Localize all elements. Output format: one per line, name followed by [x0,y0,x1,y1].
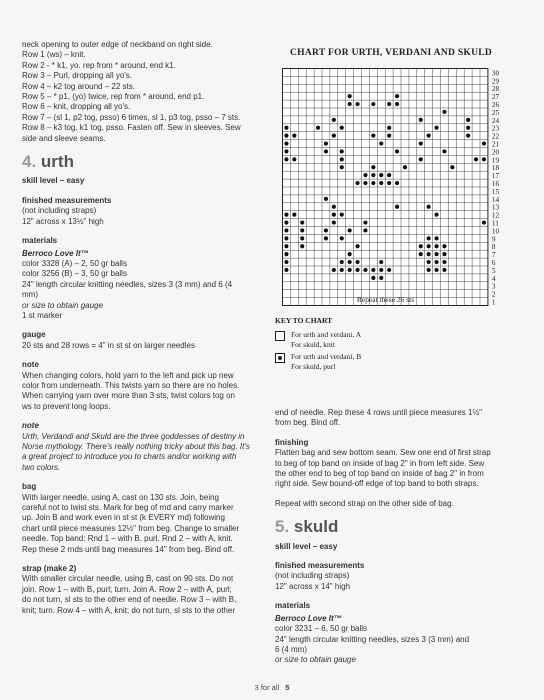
row-number: 9 [491,235,496,244]
row-number: 3 [491,282,496,291]
intro-line: Row 1 (ws) – knit. [22,50,86,60]
subheading: finishing [275,437,309,447]
chart-dot [300,220,304,224]
chart-dot [466,134,470,138]
subheading: materials [275,601,311,611]
chart-dot [324,228,328,232]
yarn-brand: Berroco Love It™ [275,613,342,623]
footer-title: 3 for all [254,683,280,692]
chart-dot [434,260,438,264]
text-line: Flatten bag and sew bottom seam. Sew one end of first strap [275,448,491,458]
intro-instructions [22,40,260,144]
chart-dot [371,173,375,177]
chart-dot [395,205,399,209]
chart-dot [340,213,344,217]
chart-dot [482,157,486,161]
chart-dot [371,268,375,272]
chart-dot [442,244,446,248]
subheading: materials [22,236,58,246]
chart-dot [284,260,288,264]
chart-dot [348,94,352,98]
chart-dot [434,268,438,272]
text-line: With larger needle, using A, cast on 130 sts. Join, being [22,492,220,502]
chart-dot [371,165,375,169]
chart-dot [284,220,288,224]
key-line: For urth and verdani, A [291,330,362,339]
chart-dot [332,205,336,209]
chart-dot [419,252,423,256]
chart-dot [395,149,399,153]
chart-dot [284,157,288,161]
finished-measurements [275,561,507,592]
page-footer [0,683,544,692]
text-line: to beg of top band on inside of bag 2" in from left side. Sew [275,458,485,468]
strap-instructions [22,564,260,616]
row-number: 21 [491,140,500,149]
chart-dot [379,141,383,145]
chart-dot [324,197,328,201]
row-number: 30 [491,69,500,78]
text-line: 24" length circular knitting needles, sizes 3 (3 mm) and 6 (4 [22,279,233,289]
key-title: KEY TO CHART [275,316,333,325]
chart-dot [427,134,431,138]
chart-dot [348,228,352,232]
chart-dot [387,173,391,177]
text-line: do not turn, sl sts to the other end of needle. Row 3 – with B, [22,595,237,605]
chart-dot [348,268,352,272]
intro-line: neck opening to outer edge of neckband on right side. [22,40,213,49]
chart-dot [348,260,352,264]
intro-line: Row 3 – Purl, dropping all yo's. [22,71,133,81]
chart-dot [442,268,446,272]
text-line: With smaller circular needle, using B, cast on 90 sts. Do not [22,574,234,584]
chart-dot [466,118,470,122]
text-line: 20 sts and 28 rows = 4" in st st on larger needles [22,340,195,350]
row-number: 10 [491,227,500,236]
chart-dot [284,252,288,256]
chart-dot [434,126,438,130]
section-title: skuld [293,517,339,537]
chart-dot [482,141,486,145]
chart-dot [363,173,367,177]
subheading: finished measurements [275,561,365,571]
chart-dot [434,244,438,248]
bag-instructions [22,482,260,555]
chart-dot [387,181,391,185]
chart-dot [292,213,296,217]
chart-dot [284,244,288,248]
row-number: 26 [491,101,500,109]
key-line: For skuld, purl [291,361,336,371]
chart-dot [355,260,359,264]
row-number: 7 [491,251,496,260]
chart-dot [363,228,367,232]
materials [22,236,260,321]
text-line: color 3328 (A) – 2, 50 gr balls [22,258,127,268]
text-line: chart until piece measures 12½" from beg. Change to smaller [22,523,240,533]
chart-dot [419,244,423,248]
chart-dot [482,220,486,224]
row-number: 22 [491,132,500,141]
chart-dot [434,213,438,217]
urth-heading [22,152,260,172]
chart-dot [363,268,367,272]
chart-dot [355,181,359,185]
chart-dot [332,118,336,122]
chart-dot [379,173,383,177]
chart-dot [395,102,399,106]
chart-dot [419,141,423,145]
row-number: 20 [491,148,500,157]
row-number: 24 [491,116,500,125]
text-line: color 3231 – 6, 50 gr balls [275,624,368,634]
chart-dot [427,236,431,240]
note [22,360,260,412]
section-number: 4. [22,152,37,172]
text-line: ws to prevent long loops. [22,401,111,411]
row-number: 18 [491,164,500,173]
intro-line: Row 6 – knit, dropping all yo's. [22,102,131,112]
repeat-label: Repeat these 26 sts [356,295,415,304]
row-number: 4 [491,274,496,283]
chart-dot [427,260,431,264]
subheading: bag [22,482,37,492]
text-line: the other end to beg of top band on inside of bag 2" in from [275,469,484,479]
chart-dot [284,268,288,272]
finishing [275,438,507,490]
key-line: For skuld, knit [291,339,335,349]
chart-dot [379,260,383,264]
text-line: knit; turn. Row 4 – with A, knit; do not turn, sl sts to the other [22,605,235,615]
chart-dot [403,165,407,169]
chart-dot [387,134,391,138]
text-line: When carrying yarn over more than 3 sts, twist colors tog on [22,391,235,401]
intro-line: side and sleeve seams. [22,133,106,143]
text-line: right side. Sew bound-off edge of top band to both straps. [275,479,479,489]
chart-dot [355,268,359,272]
text-line: color from underneath. This twists yarn so there are no holes. [22,380,240,390]
chart-dot [284,149,288,153]
chart-dot [284,126,288,130]
chart-dot [284,213,288,217]
row-number: 23 [491,124,500,133]
row-number: 8 [491,243,496,252]
chart-dot [300,244,304,248]
chart-dot [300,236,304,240]
page-number: 5 [285,683,290,692]
chart-dot [442,260,446,264]
chart-dot [427,244,431,248]
skill-level: skill level – easy [22,176,85,186]
chart-dot [434,252,438,256]
section-title: urth [40,152,74,172]
row-number: 27 [491,93,500,102]
row-number: 19 [491,156,500,165]
text-line: Rep these 2 rnds until bag measures 14" from beg. Bind off. [22,544,235,554]
chart-dot [292,157,296,161]
key-line: For urth and verdani, B [291,352,362,361]
row-number: 14 [491,195,500,204]
left-column [22,40,260,625]
chart-dot [284,236,288,240]
chart-title: CHART FOR URTH, VERDANI AND SKULD [290,48,493,58]
subheading: finished measurements [22,195,112,205]
text-line: (not including straps) [275,571,350,581]
chart-dot [442,149,446,153]
chart-dot [355,244,359,248]
right-column-text [275,408,507,675]
chart-dot [284,228,288,232]
chart-dot [340,126,344,130]
chart-dot [427,268,431,272]
materials [275,601,507,665]
chart-dot [292,134,296,138]
chart-dot [371,134,375,138]
chart-dot [371,276,375,280]
text-line: 24" length circular knitting needles, sizes 3 (3 mm) and [275,634,470,644]
row-number: 2 [491,290,496,299]
chart-dot [324,141,328,145]
row-number: 29 [491,77,500,86]
text-line: end of needle. Rep these 4 rows until piece measures 1½" [275,408,482,417]
chart-dot [379,268,383,272]
text-line: needle. Top band: Rnd 1 – with B, purl. Rnd 2 – with A, knit. [22,534,233,544]
chart-dot [466,126,470,130]
text-line: or size to obtain gauge [22,300,103,310]
text-line: Urth, Verdandi and Skuld are the three goddesses of destiny in [22,431,245,441]
row-number: 28 [491,85,500,94]
subheading: note [22,421,39,431]
chart-dot [363,181,367,185]
chart-dot [387,268,391,272]
intro-line: Row 8 – k3 tog, k1 tog, psso. Fasten off. Sew in sleeves. Sew [22,123,241,133]
row-number: 16 [491,180,500,188]
text-line: When changing colors, hold yarn to the left and pick up new [22,370,234,380]
chart-dot [332,220,336,224]
subheading: gauge [22,330,46,340]
chart-dot [474,157,478,161]
row-number: 15 [491,187,500,196]
chart-dot [332,213,336,217]
key-item-empty [275,330,505,349]
chart-dot [284,141,288,145]
chart-dot [316,126,320,130]
intro-line: Row 5 – * p1, (yo) twice, rep from * around, end p1. [22,92,205,102]
section-number: 5. [275,517,290,537]
row-number: 13 [491,203,500,212]
chart-dot [419,118,423,122]
chart-dot [332,134,336,138]
chart-dot [324,149,328,153]
text-line: a great project to introduce you to charts and/or working with [22,452,237,462]
row-number: 11 [491,219,499,228]
chart-dot [434,236,438,240]
chart-key [275,316,505,374]
chart-dot [387,126,391,130]
skuld-heading [275,517,507,537]
chart-dot [340,157,344,161]
subheading: strap (make 2) [22,564,77,574]
chart-dot [340,268,344,272]
text-line: join. Row 1 – with B, purl; turn. Join A. Row 2 – with A, purl; [22,584,232,594]
text-line: 1 st marker [22,310,63,320]
chart-dot [427,205,431,209]
chart-dot [419,157,423,161]
intro-line: Row 7 – (sl 1, p2 tog, psso) 6 times, sl 1, p3 tog, psso – 7 sts. [22,112,241,122]
chart-dot [371,102,375,106]
intro-line: Row 4 – k2 tog around – 22 sts. [22,81,135,91]
chart-dot [395,181,399,185]
chart-dot [348,252,352,256]
chart-dot [300,228,304,232]
chart-dot [442,252,446,256]
row-number: 5 [491,266,496,275]
chart-dot [324,236,328,240]
chart-dot [284,134,288,138]
text-line: careful not to twist sts. Mark for beg of rnd and carry marker [22,503,234,513]
chart-dot [363,220,367,224]
note-italic [22,421,260,473]
subheading: note [22,360,39,370]
text-line: 6 (4 mm) [275,644,307,654]
dot-square-icon [275,353,285,363]
chart-dot [355,102,359,106]
chart-dot [348,102,352,106]
row-number: 25 [491,108,500,117]
strap-continued [275,408,507,429]
chart-dot [450,165,454,169]
chart-dot [371,181,375,185]
text-line: color 3256 (B) – 3, 50 gr balls [22,269,127,279]
empty-square-icon [275,331,285,341]
key-item-dot [275,352,505,371]
chart-dot [340,260,344,264]
chart-dot [340,149,344,153]
finished-measurements [22,196,260,227]
text-line: up. Join B and work even in st st (k EVERY rnd) following [22,513,225,523]
chart-dot [387,102,391,106]
chart-dot [379,181,383,185]
text-line: Repeat with second strap on the other side of bag. [275,498,454,508]
text-line: 12" across x 13½" high [22,216,104,226]
row-number: 12 [491,211,500,220]
chart-dot [340,165,344,169]
skill-level: skill level – easy [275,541,338,551]
text-line: from beg. Bind off. [275,418,341,428]
text-line: (not including straps) [22,206,97,216]
row-number: 17 [491,172,500,181]
chart-dot [332,268,336,272]
chart-dot [427,252,431,256]
text-line: mm) [22,290,38,300]
chart-dot [340,236,344,240]
chart-dot [395,94,399,98]
yarn-brand: Berroco Love It™ [22,248,89,258]
text-line: Norse mythology. There's really nothing tricky about this bag. It's [22,442,250,451]
chart-dot [379,276,383,280]
text-line: or size to obtain gauge [275,655,356,665]
text-line: two colors. [22,462,61,472]
gauge [22,330,260,351]
chart-dot [442,110,446,114]
intro-line: Row 2 - * k1, yo. rep from * around, end k1. [22,60,176,70]
text-line: 12" across x 14" high [275,581,351,591]
row-number: 6 [491,259,496,267]
row-number: 1 [491,298,496,307]
